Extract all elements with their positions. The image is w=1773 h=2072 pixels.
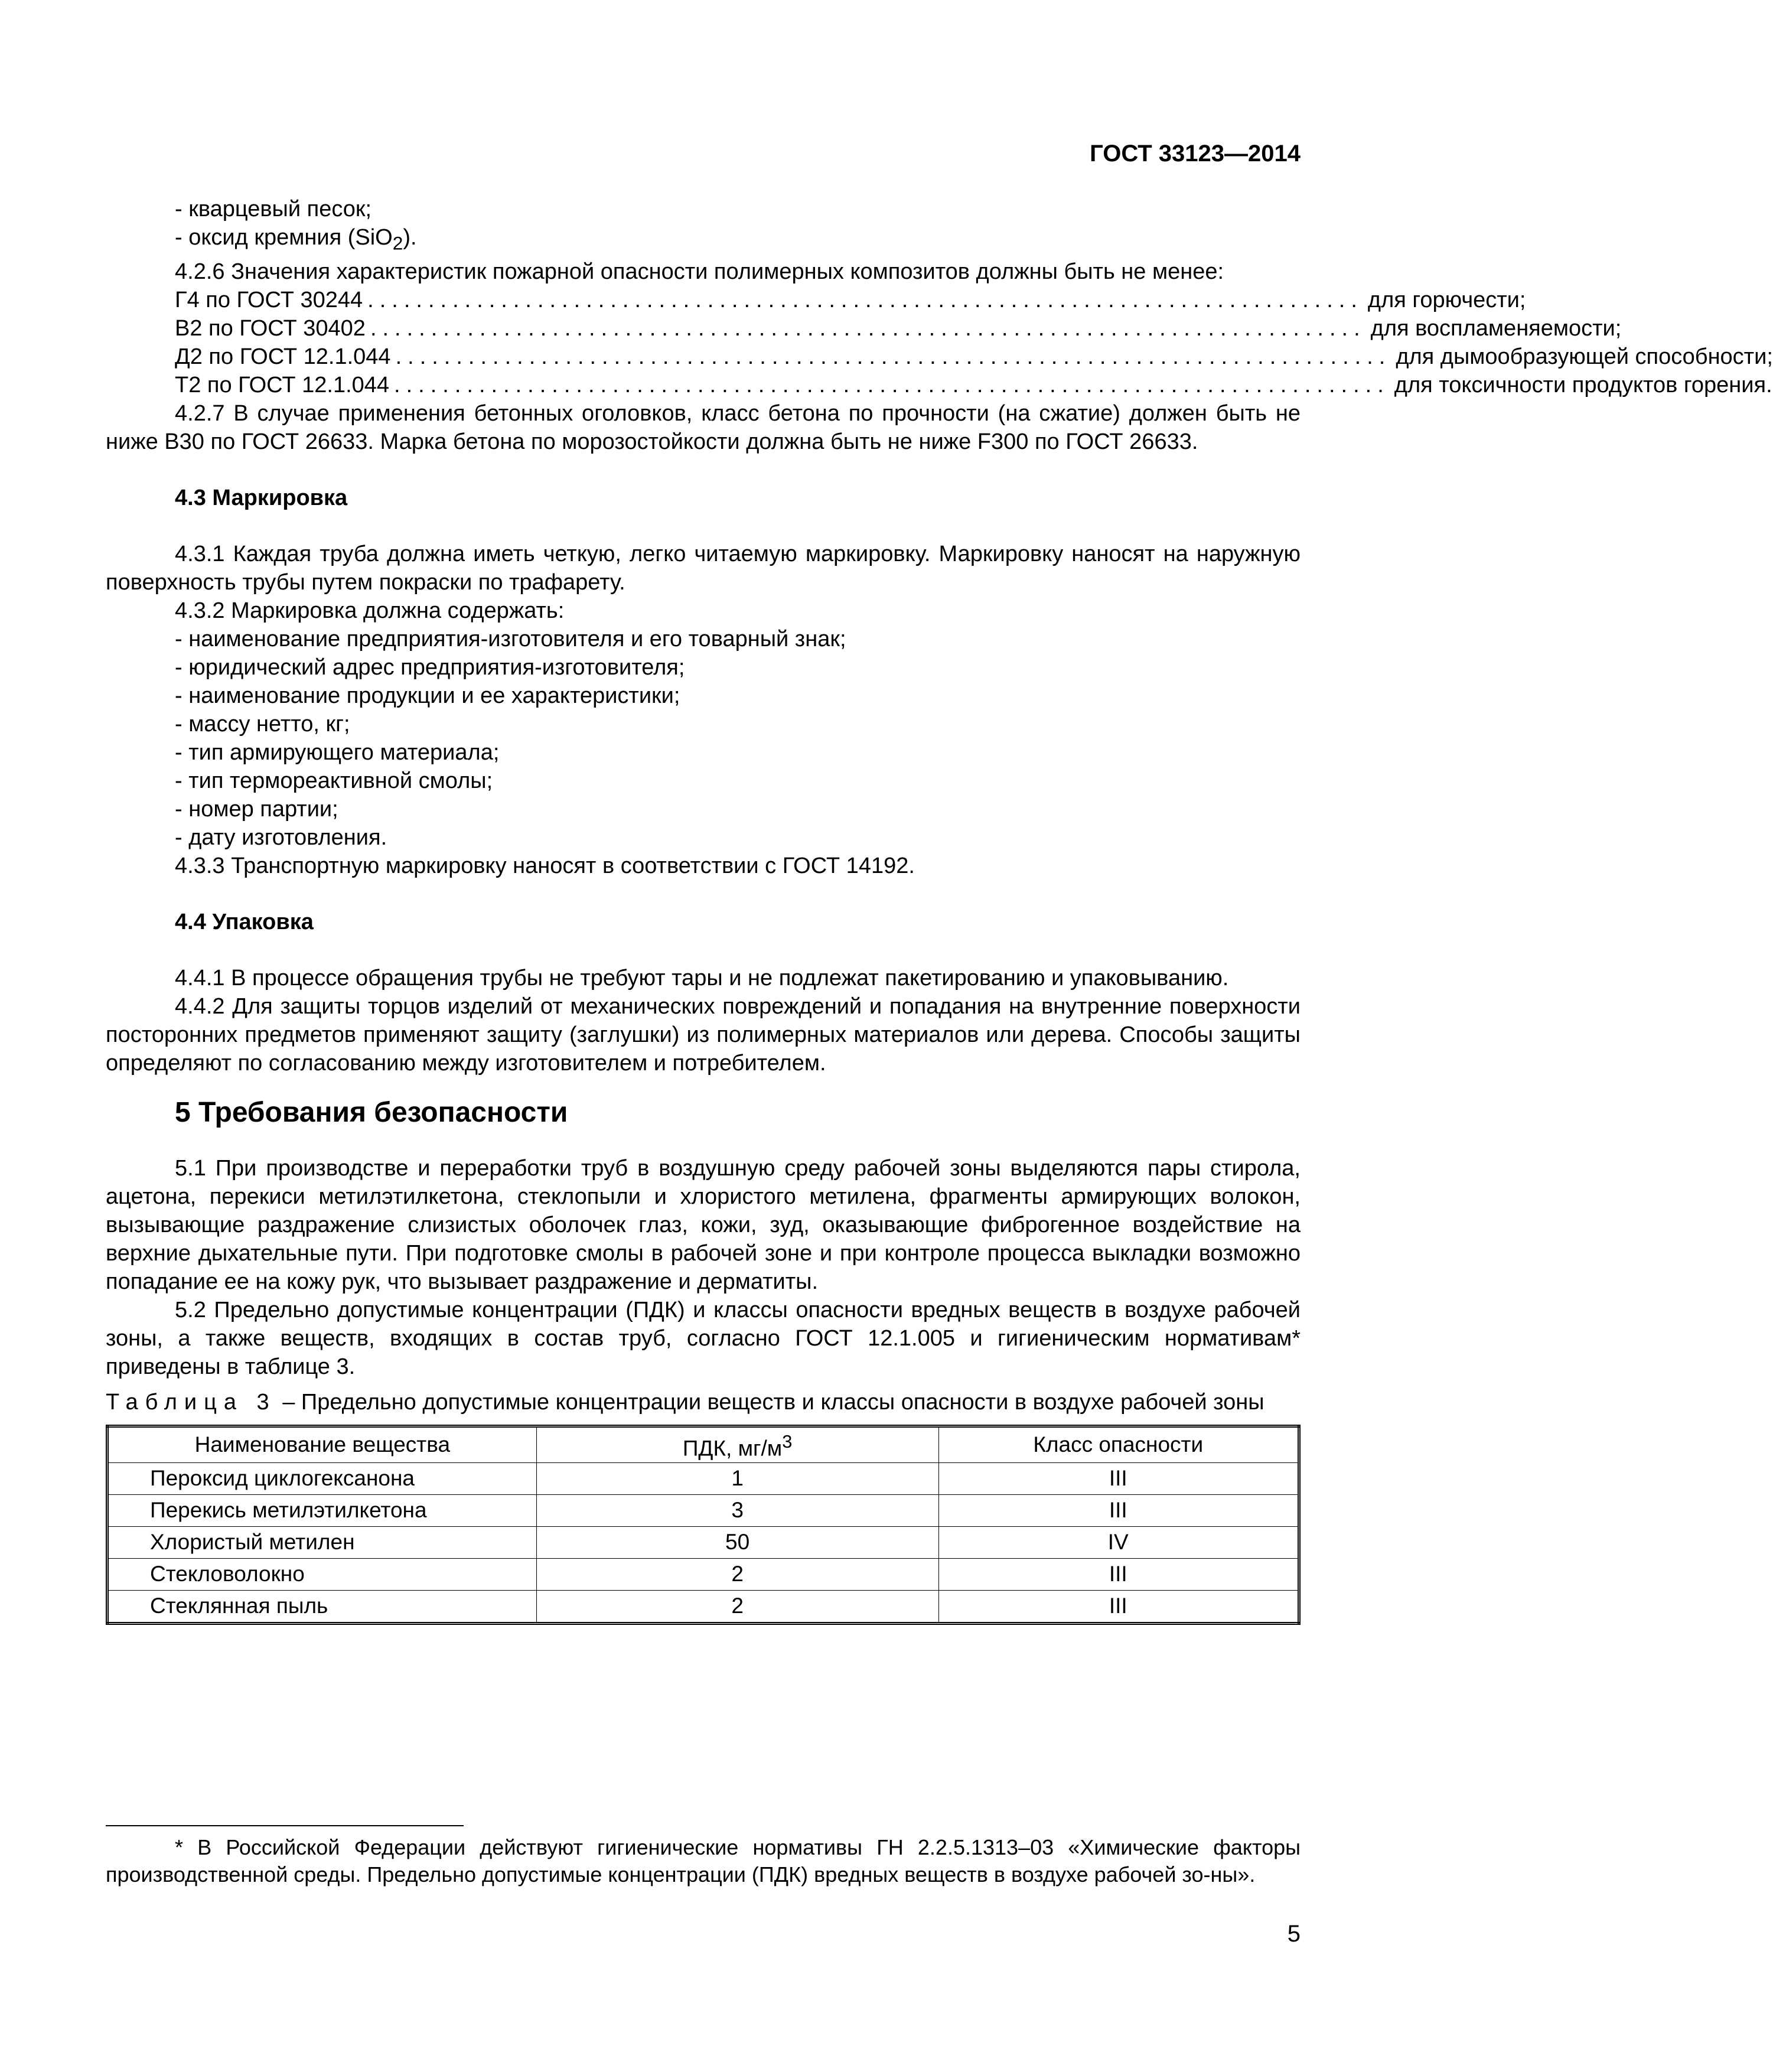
list-item: - массу нетто, кг;	[175, 711, 350, 737]
page-body	[106, 195, 1773, 1625]
paragraph-4-4-1: 4.4.1 В процессе обращения трубы не требуют тары и не подлежат пакетированию и упаковыванию.	[175, 965, 1229, 991]
cell-class: III	[938, 1590, 1299, 1623]
cell-class: IV	[938, 1526, 1299, 1558]
cell-name: Стеклянная пыль	[107, 1590, 537, 1623]
fire-list-row: Д2 по ГОСТ 12.1.044 .................................................................................. для дымообразующей способности;	[175, 344, 1773, 369]
header-name: Наименование вещества	[107, 1426, 537, 1462]
section-heading-5: 5 Требования безопасности	[175, 1096, 568, 1128]
footnote: * В Российской Федерации действуют гигиенические нормативы ГН 2.2.5.1313–03 «Химические факторы производственной среды. Предельно допустимые концентрации (ПДК) вредных веществ в воздухе рабочей зо-ны».	[106, 1835, 1301, 1887]
fire-list-row: В2 по ГОСТ 30402 .................................................................................. для воспламеняемости;	[175, 315, 1622, 341]
paragraph-5-1: 5.1 При производстве и переработки труб в воздушную среду рабочей зоны выделяются пары стирола, ацетона, перекиси метилэтилкетона, стеклопыли и хлористого метилена, фрагменты армирующих волокон, вызывающие раздражение слизистых оболочек глаз, кожи, зуд, оказывающие фиброгенное воздействие на верхние дыхательные пути. При подготовке смолы в рабочей зоне и при контроле процесса выкладки возможно попадание ее на кожу рук, что вызывает раздражение и дерматиты.	[106, 1155, 1301, 1294]
table-row	[107, 1590, 1299, 1623]
fire-list-row: Г4 по ГОСТ 30244 .................................................................................. для горючести;	[175, 287, 1526, 312]
fire-list-row: Т2 по ГОСТ 12.1.044 .................................................................................. для токсичности продуктов горения.	[175, 372, 1772, 398]
cell-pdk: 50	[536, 1526, 938, 1558]
table-row	[107, 1558, 1299, 1590]
cell-pdk: 1	[536, 1462, 938, 1494]
cell-name: Стекловолокно	[107, 1558, 537, 1590]
table-caption: Таблица 3 – Предельно допустимые концентрации веществ и классы опасности в воздухе рабочей зоны	[106, 1389, 1264, 1415]
table-header-row	[107, 1426, 1299, 1462]
table-3	[106, 1425, 1301, 1625]
list-item: - тип армирующего материала;	[175, 739, 500, 765]
cell-class: III	[938, 1462, 1299, 1494]
paragraph-4-3-3: 4.3.3 Транспортную маркировку наносят в соответствии с ГОСТ 14192.	[175, 853, 915, 878]
cell-pdk: 3	[536, 1494, 938, 1526]
cell-pdk: 2	[536, 1558, 938, 1590]
cell-pdk: 2	[536, 1590, 938, 1623]
section-heading-4-3: 4.3 Маркировка	[175, 485, 348, 510]
section-heading-4-4: 4.4 Упаковка	[175, 909, 314, 934]
table-row	[107, 1494, 1299, 1526]
table-row	[107, 1462, 1299, 1494]
document-id: ГОСТ 33123—2014	[1090, 141, 1301, 167]
list-item: - юридический адрес предприятия-изготовителя;	[175, 654, 685, 680]
page-number: 5	[1287, 1921, 1301, 1947]
paragraph-4-3-2: 4.3.2 Маркировка должна содержать:	[175, 598, 565, 623]
cell-class: III	[938, 1558, 1299, 1590]
cell-name: Хлористый метилен	[107, 1526, 537, 1558]
cell-class: III	[938, 1494, 1299, 1526]
header-class: Класс опасности	[938, 1426, 1299, 1462]
paragraph-5-2: 5.2 Предельно допустимые концентрации (ПДК) и классы опасности вредных веществ в воздухе рабочей зоны, а также веществ, входящих в состав труб, согласно ГОСТ 12.1.005 и гигиеническим нормативам* приведены в таблице 3.	[106, 1297, 1301, 1379]
footnote-divider	[106, 1825, 464, 1826]
list-item: - наименование продукции и ее характеристики;	[175, 683, 680, 708]
table-row	[107, 1526, 1299, 1558]
paragraph-4-3-1: 4.3.1 Каждая труба должна иметь четкую, легко читаемую маркировку. Маркировку наносят на наружную поверхность трубы путем покраски по трафарету.	[106, 541, 1301, 595]
list-item: - номер партии;	[175, 796, 338, 822]
paragraph-4-2-6: 4.2.6 Значения характеристик пожарной опасности полимерных композитов должны быть не менее:	[175, 259, 1224, 284]
list-item: - дату изготовления.	[175, 825, 387, 850]
list-item-silica: - оксид кремния (SiO$_2$).	[175, 225, 417, 254]
header-pdk: ПДК, $мг/м^3$	[536, 1426, 938, 1462]
list-item: - тип термореактивной смолы;	[175, 768, 493, 793]
cell-name: Перекись метилэтилкетона	[107, 1494, 537, 1526]
paragraph-4-4-2: 4.4.2 Для защиты торцов изделий от механических повреждений и попадания на внутренние поверхности посторонних предметов применяют защиту (заглушки) из полимерных материалов или дерева. Способы защиты определяют по согласованию между изготовителем и потребителем.	[106, 993, 1301, 1076]
cell-name: Пероксид циклогексанона	[107, 1462, 537, 1494]
list-item: - кварцевый песок;	[175, 197, 372, 221]
list-item: - наименование предприятия-изготовителя и его товарный знак;	[175, 626, 846, 651]
paragraph-4-2-7: 4.2.7 В случае применения бетонных оголовков, класс бетона по прочности (на сжатие) должен быть не ниже В30 по ГОСТ 26633. Марка бетона по морозостойкости должна быть не ниже F300 по ГОСТ 26633.	[106, 400, 1301, 454]
